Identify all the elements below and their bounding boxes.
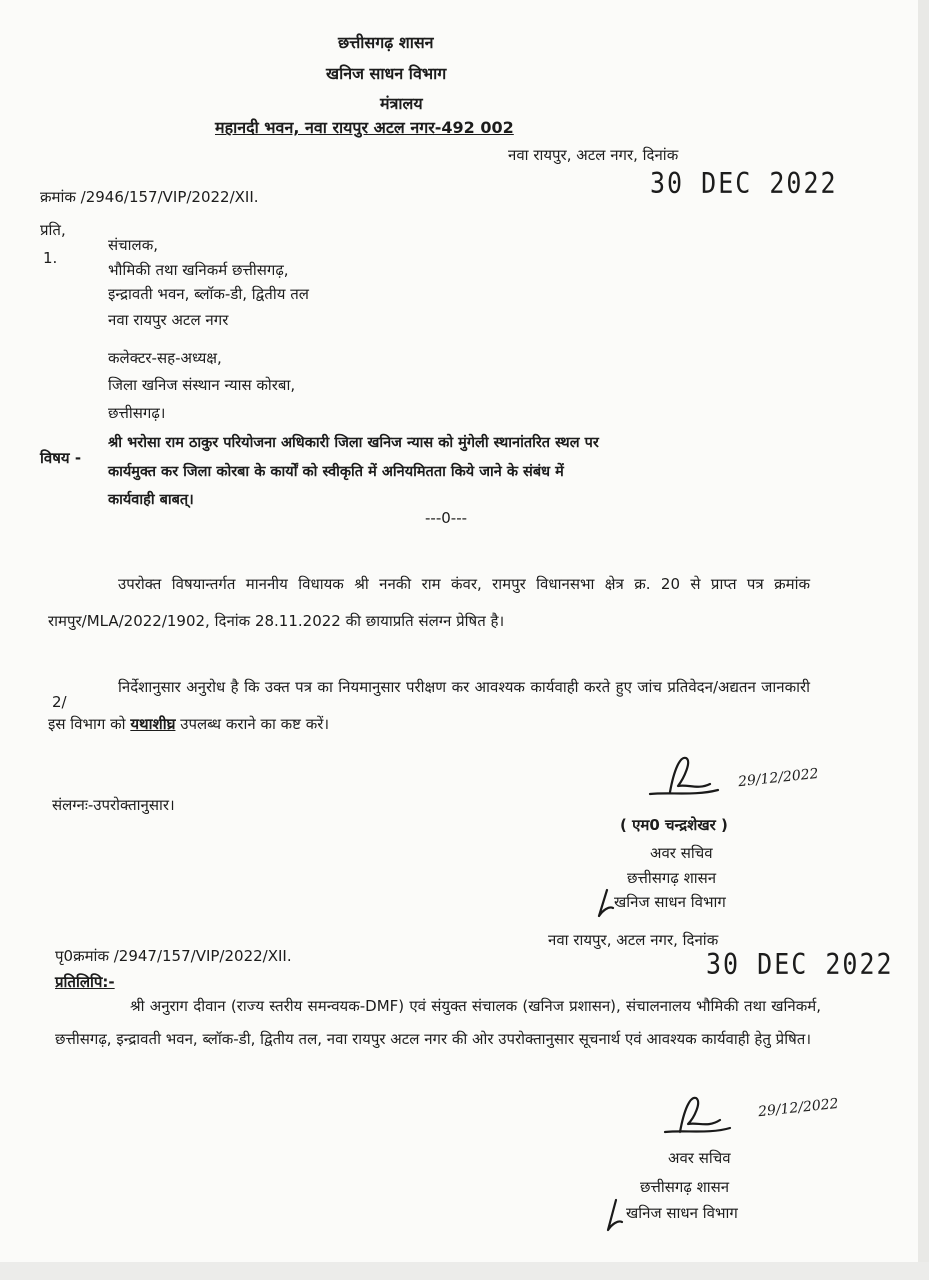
header-government: छत्तीसगढ़ शासन [338, 33, 434, 52]
recipient-1-line-2: भौमिकी तथा खनिकर्म छत्तीसगढ़, [108, 261, 289, 279]
enclosure-note: संलग्नः-उपरोक्तानुसार। [52, 796, 175, 814]
date-stamp-2: 30 DEC 2022 [706, 947, 894, 982]
paragraph-2-text-start: निर्देशानुसार अनुरोध है कि उक्त पत्र का नियमानुसार परीक्षण कर आवश्यक कार्यवाही करते हुए जांच प्रतिवेदन/अद्यतन जानकारी इस विभाग को [48, 678, 810, 733]
reference-number-1: क्रमांक /2946/157/VIP/2022/XII. [40, 188, 259, 206]
signatory-1-dept: खनिज साधन विभाग [614, 893, 726, 911]
recipient-number: 1. [43, 249, 58, 267]
recipient-2-line-1: कलेक्टर-सह-अध्यक्ष, [108, 349, 222, 367]
recipient-1-line-3: इन्द्रावती भवन, ब्लॉक-डी, द्वितीय तल [108, 285, 309, 303]
signatory-2-designation: अवर सचिव [668, 1149, 731, 1167]
signatory-2-org: छत्तीसगढ़ शासन [640, 1178, 730, 1196]
recipient-2-line-3: छत्तीसगढ़। [108, 404, 166, 422]
signatory-2-dept: खनिज साधन विभाग [626, 1204, 738, 1222]
header-ministry: मंत्रालय [380, 94, 423, 113]
signatory-1-name: ( एम0 चन्द्रशेखर ) [620, 816, 728, 834]
body-paragraph-2 [48, 669, 810, 743]
reference-number-2: पृ0क्रमांक /2947/157/VIP/2022/XII. [55, 947, 292, 965]
header-department: खनिज साधन विभाग [326, 64, 447, 83]
recipient-2-line-2: जिला खनिज संस्थान न्यास कोरबा, [108, 376, 296, 394]
signature-2-date: 29/12/2022 [757, 1095, 840, 1121]
place-date-label-1: नवा रायपुर, अटल नगर, दिनांक [508, 146, 679, 164]
recipient-1-line-1: संचालक, [108, 236, 159, 254]
header-address: महानदी भवन, नवा रायपुर अटल नगर-492 002 [215, 118, 514, 137]
page-edge-bottom [0, 1262, 929, 1280]
paragraph-2-number: 2/ [52, 693, 67, 711]
body-paragraph-1: उपरोक्त विषयान्तर्गत माननीय विधायक श्री ननकी राम कंवर, रामपुर विधानसभा क्षेत्र क्र. 20 से प्राप्त पत्र क्रमांक रामपुर/MLA/2022/1902, दिनांक 28.11.2022 की छायाप्रति संलग्न प्रेषित है। [48, 575, 810, 630]
subject-line-1: श्री भरोसा राम ठाकुर परियोजना अधिकारी जिला खनिज न्यास को मुंगेली स्थानांतरित स्थल पर [108, 435, 599, 451]
copy-label: प्रतिलिपि:- [55, 973, 115, 991]
date-stamp-1: 30 DEC 2022 [650, 166, 838, 201]
signature-1-date: 29/12/2022 [737, 765, 820, 791]
signature-2 [660, 1092, 770, 1142]
subject-label: विषय - [40, 449, 82, 467]
copy-paragraph: श्री अनुराग दीवान (राज्य स्तरीय समन्वयक-DMF) एवं संयुक्त संचालक (खनिज प्रशासन), संचालनालय भौमिकी तथा खनिकर्म, छत्तीसगढ़, इन्द्रावती भवन, ब्लॉक-डी, द्वितीय तल, नवा रायपुर अटल नगर की ओर उपरोक्तानुसार सूचनार्थ एवं आवश्यक कार्यवाही हेतु प्रेषित। [55, 997, 821, 1048]
prati-label: प्रति, [40, 221, 66, 239]
subject-line-3: कार्यवाही बाबत्। [108, 492, 194, 508]
dept-stamp-mark-2 [602, 1196, 624, 1232]
recipient-1-line-4: नवा रायपुर अटल नगर [108, 311, 229, 329]
signatory-1-designation: अवर सचिव [650, 844, 713, 862]
page-edge-right [918, 0, 929, 1280]
paragraph-2-text-end: उपलब्ध कराने का कष्ट करें। [175, 715, 330, 733]
separator-line: ---0--- [425, 509, 468, 527]
dept-stamp-mark-1 [593, 886, 615, 918]
signatory-1-org: छत्तीसगढ़ शासन [627, 869, 717, 887]
subject-line-2: कार्यमुक्त कर जिला कोरबा के कार्यों को स्वीकृति में अनियमितता किये जाने के संबंध में [108, 464, 564, 480]
place-date-label-2: नवा रायपुर, अटल नगर, दिनांक [548, 931, 719, 949]
paragraph-2-emphasis: यथाशीघ्र [130, 715, 176, 733]
